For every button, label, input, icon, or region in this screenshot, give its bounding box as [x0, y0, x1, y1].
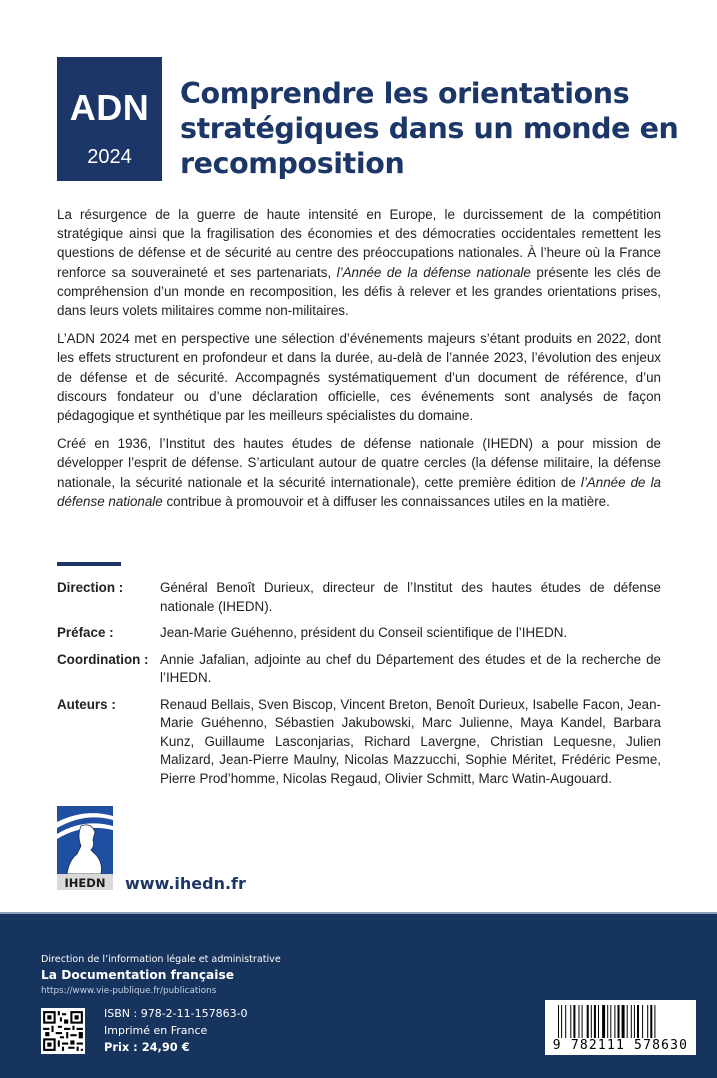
- logo-text: IHEDN: [64, 876, 106, 890]
- badge-year: 2024: [87, 146, 132, 168]
- barcode-bar: [614, 1005, 615, 1041]
- publisher-line: Direction de l’information légale et administrative: [41, 954, 281, 965]
- text: présente les clés de compréhension d’un monde en recomposition, les défis à relever et les grandes orientations prises, dans leurs volets militaires comme non-militaires.: [57, 264, 661, 319]
- publisher-url[interactable]: https://www.vie-publique.fr/publications: [41, 986, 217, 996]
- book-name-italic: l’Année de la défense nationale: [336, 264, 531, 280]
- barcode-bar: [594, 1005, 596, 1041]
- text: contribue à promouvoir et à diffuser les connaissances utiles en la matière.: [162, 493, 610, 509]
- credit-row-authors: [57, 696, 661, 789]
- book-title: Comprendre les orientations stratégiques dans un monde en recomposition: [180, 77, 679, 180]
- blurb-paragraph-3: [57, 434, 661, 511]
- printed-in: Imprimé en France: [104, 1024, 208, 1037]
- barcode-bar: [627, 1005, 628, 1041]
- credit-label: Auteurs :: [57, 696, 116, 712]
- section-divider: [57, 562, 121, 566]
- credit-row-coordination: [57, 651, 661, 688]
- barcode-bar: [618, 1005, 620, 1041]
- credit-value: Jean-Marie Guéhenno, président du Conseil scientifique de l’IHEDN.: [160, 625, 568, 640]
- credit-value: Général Benoît Durieux, directeur de l’Institut des hautes études de défense nationale (IHEDN).: [160, 580, 661, 614]
- credit-label: Coordination :: [57, 651, 149, 667]
- isbn: ISBN : 978-2-11-157863-0: [104, 1007, 248, 1020]
- barcode-bar: [631, 1005, 632, 1041]
- barcode-bar: [570, 1005, 571, 1041]
- blurb-paragraph-1: [57, 205, 661, 320]
- barcode-bar: [642, 1005, 643, 1041]
- credit-label: Préface :: [57, 625, 114, 640]
- text: Créé en 1936, l’Institut des hautes études de défense nationale (IHEDN) a pour mission de développer l’esprit de défense. S’articulant autour de quatre cercles (la défense militaire, la défense nationale, la sécurité nationale et la sécurité internationale), cette première édition de: [57, 436, 661, 490]
- credits-list: [57, 579, 661, 796]
- barcode-bar: [598, 1005, 599, 1041]
- barcode-bar: [634, 1005, 635, 1041]
- barcode-bar: [587, 1005, 589, 1041]
- badge-series: ADN: [69, 87, 150, 128]
- credit-row-preface: [57, 624, 661, 643]
- barcode-bar: [647, 1005, 648, 1041]
- publisher-name: La Documentation française: [41, 968, 234, 982]
- credit-row-direction: [57, 579, 661, 616]
- barcode-bar: [582, 1005, 583, 1041]
- credit-value: Annie Jafalian, adjointe au chef du Département des études et de la recherche de l’IHEDN.: [160, 651, 661, 685]
- barcode-bar: [579, 1005, 580, 1041]
- qr-code-icon: [41, 1008, 85, 1054]
- barcode: [545, 1000, 696, 1055]
- blurb-paragraph-2: L’ADN 2024 met en perspective une sélection d’événements majeurs s’étant produits en 2022, dont les effets structurent en profondeur et dans la durée, au-delà de l’année 2023, l’évolution des enjeux de défense et de sécurité. Accompagnés systématiquement d’un document de référence, d’un discours fondateur ou d’une déclaration officielle, ces événements sont analysés de façon pédagogique et synthétique par les meilleurs spécialistes du domaine.: [57, 331, 661, 424]
- price: Prix : 24,90 €: [104, 1040, 190, 1054]
- barcode-bar: [602, 1005, 605, 1041]
- credit-value: Renaud Bellais, Sven Biscop, Vincent Breton, Benoît Durieux, Isabelle Facon, Jean-Marie Guéhenno, Sébastien Jakubowski, Marc Julienne, Maya Kandel, Barbara Kunz, Guillaume Lasconjarias, Richard Lavergne, Christian Lequesne, Julien Malizard, Jean-Pierre Maulny, Nicolas Mazzucchi, Sophie Méritet, Frédéric Pesme, Pierre Prod’homme, Nicolas Regaud, Olivier Schmitt, Marc Watin-Augouard.: [160, 696, 661, 786]
- barcode-digits: 9 782111 578630: [547, 1038, 694, 1053]
- text: La résurgence de la guerre de haute intensité en Europe, le durcissement de la compétition stratégique ainsi que la fragilisation des économies et des démocraties occidentales remettent les questions de défense et de sécurité au centre des préoccupations nationales. À l’heure où la France renforce sa souveraineté et ses partenariats,: [57, 207, 661, 280]
- book-name-italic: l’Année de la défense nationale: [57, 474, 661, 509]
- barcode-bar: [637, 1005, 639, 1041]
- footer-band: [0, 912, 717, 1078]
- ihedn-logo: [57, 806, 113, 890]
- credit-label: Direction :: [57, 580, 124, 595]
- adn-badge: [57, 57, 162, 181]
- website-link[interactable]: www.ihedn.fr: [125, 874, 246, 893]
- barcode-bar: [591, 1005, 592, 1041]
- blurb: [57, 205, 661, 520]
- barcode-bar: [565, 1005, 566, 1041]
- barcode-bar: [573, 1005, 575, 1041]
- barcode-bar: [622, 1005, 625, 1041]
